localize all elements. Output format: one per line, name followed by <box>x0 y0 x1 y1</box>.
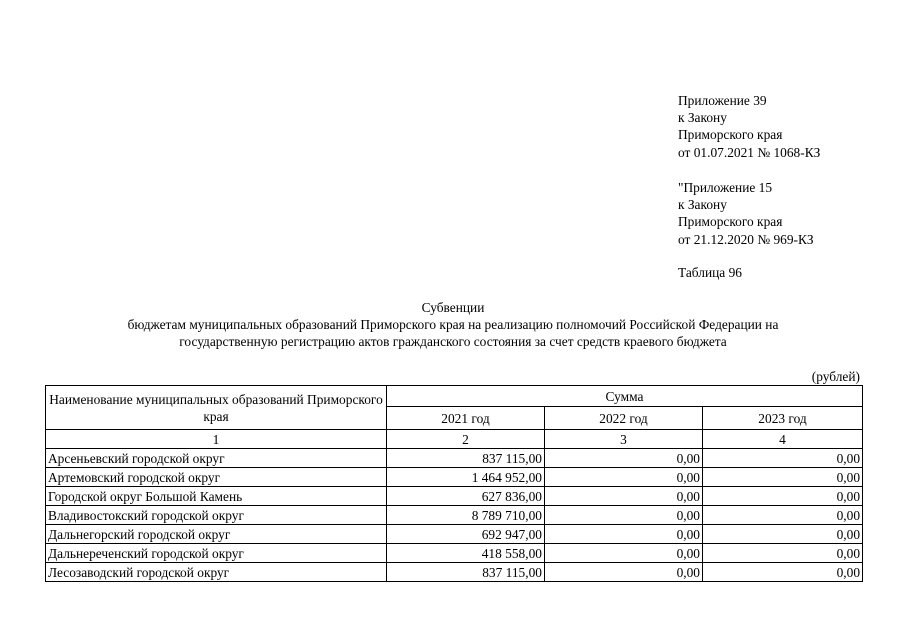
amount-2021: 418 558,00 <box>387 544 545 563</box>
document-title <box>60 299 846 350</box>
amount-2021: 837 115,00 <box>387 563 545 582</box>
amount-2022: 0,00 <box>545 525 703 544</box>
amount-2022: 0,00 <box>545 449 703 468</box>
table-row <box>46 563 863 582</box>
header-year-2023: 2023 год <box>703 407 863 430</box>
title-line: бюджетам муниципальных образований Приморского края на реализацию полномочий Российской Федерации на <box>127 317 779 332</box>
amount-2022: 0,00 <box>545 563 703 582</box>
amount-2023: 0,00 <box>703 506 863 525</box>
amount-2023: 0,00 <box>703 487 863 506</box>
municipality-name: Лесозаводский городской округ <box>46 563 387 582</box>
amount-2021: 692 947,00 <box>387 525 545 544</box>
header-municipality: Наименование муниципальных образований Приморского края <box>46 386 387 430</box>
table-row <box>46 544 863 563</box>
amount-2023: 0,00 <box>703 563 863 582</box>
amount-2021: 627 836,00 <box>387 487 545 506</box>
appendix-line: Приложение 39 <box>678 93 767 108</box>
table-row <box>46 468 863 487</box>
subventions-table <box>45 385 863 582</box>
amount-2022: 0,00 <box>545 468 703 487</box>
header-year-2022: 2022 год <box>545 407 703 430</box>
title-line: государственную регистрацию актов гражданского состояния за счет средств краевого бюджета <box>179 334 727 349</box>
amount-2023: 0,00 <box>703 525 863 544</box>
appendix-line: к Закону <box>678 197 727 213</box>
amount-2022: 0,00 <box>545 506 703 525</box>
column-number: 4 <box>703 430 863 449</box>
appendix-line: к Закону <box>678 110 727 126</box>
amount-2021: 837 115,00 <box>387 449 545 468</box>
table-label: Таблица 96 <box>678 265 742 280</box>
column-number: 3 <box>545 430 703 449</box>
municipality-name: Артемовский городской округ <box>46 468 387 487</box>
amount-2023: 0,00 <box>703 468 863 487</box>
amount-2023: 0,00 <box>703 544 863 563</box>
amount-2022: 0,00 <box>545 487 703 506</box>
table-header-row <box>46 386 863 407</box>
appendix-line: Приморского края <box>678 214 783 230</box>
municipality-name: Арсеньевский городской округ <box>46 449 387 468</box>
appendix-line: "Приложение 15 <box>678 180 773 195</box>
appendix-line: от 21.12.2020 № 969-КЗ <box>678 231 814 247</box>
header-sum: Сумма <box>387 386 863 407</box>
appendix-line: Приморского края <box>678 127 783 143</box>
column-number: 1 <box>46 430 387 449</box>
appendix-line: от 01.07.2021 № 1068-КЗ <box>678 144 821 160</box>
header-year-2021: 2021 год <box>387 407 545 430</box>
units-label: (рублей) <box>811 369 860 384</box>
table-row <box>46 487 863 506</box>
amount-2022: 0,00 <box>545 544 703 563</box>
table-row <box>46 506 863 525</box>
municipality-name: Владивостокский городской округ <box>46 506 387 525</box>
table-row <box>46 525 863 544</box>
amount-2021: 8 789 710,00 <box>387 506 545 525</box>
appendix-block-original <box>678 179 898 248</box>
column-number: 2 <box>387 430 545 449</box>
municipality-name: Дальнереченский городской округ <box>46 544 387 563</box>
table-row <box>46 449 863 468</box>
title-line: Субвенции <box>421 300 485 315</box>
column-numbers-row <box>46 430 863 449</box>
municipality-name: Городской округ Большой Камень <box>46 487 387 506</box>
amount-2023: 0,00 <box>703 449 863 468</box>
amount-2021: 1 464 952,00 <box>387 468 545 487</box>
appendix-block-current <box>678 92 898 161</box>
municipality-name: Дальнегорский городской округ <box>46 525 387 544</box>
